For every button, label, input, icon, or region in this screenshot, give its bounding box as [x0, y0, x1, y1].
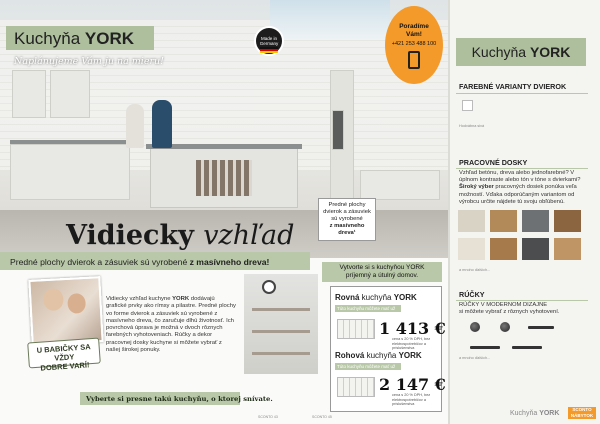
solid-wood-note: Predné plochy dvierok a zásuviek sú vyrobené z masívneho dreva¹	[318, 198, 376, 241]
worktops-heading: PRACOVNÉ DOSKY	[459, 158, 528, 167]
page-number: SCONTO 43	[258, 415, 278, 419]
face	[67, 293, 86, 314]
grandma-family-photo	[28, 276, 103, 346]
page-title: Kuchyňa YORK	[14, 29, 135, 48]
corner-kitchen-plan	[337, 377, 375, 397]
worktop-sample	[522, 210, 549, 232]
clock-icon	[262, 280, 276, 294]
item-note: cena s 20 % DPH, bez elektrospotrebičov a príslušenstva	[392, 337, 431, 350]
wall-cabinet	[12, 70, 46, 118]
heading-rule	[456, 168, 588, 169]
hall-bench	[360, 170, 440, 200]
price-header: Vytvorte si s kuchyňou YORK príjemný a útulný domov.	[322, 262, 442, 282]
item-note: cena s 20 % DPH, bez elektrospotrebičov a príslušenstva	[392, 393, 431, 406]
worktop-sample	[458, 210, 485, 232]
shelf	[252, 352, 310, 355]
oven-column	[332, 110, 344, 150]
worktops-more: a mnoho ďalších...	[459, 268, 491, 272]
german-flag-icon	[260, 47, 278, 53]
heading-rule	[456, 300, 588, 301]
colors-heading: FAREBNÉ VARIANTY DVIEROK	[459, 82, 567, 91]
shelf	[252, 330, 310, 333]
slogan: Naplánujeme Vám ju na mieru!	[14, 56, 164, 67]
swatch-label: Hodvábna sivá	[459, 124, 485, 128]
handles-text: RÚČKY V MODERNOM DIZAJNE si môžete vybrať z rôznych vyhotovení.	[459, 302, 560, 316]
worktop-sample	[490, 210, 517, 232]
shelf	[252, 308, 310, 311]
worktop-sample	[490, 238, 517, 260]
handle-icon	[528, 326, 554, 329]
shelving-photo	[244, 274, 318, 374]
item-sub: Túto kuchyňu môžete mať už od:	[335, 305, 401, 312]
wine-rack	[196, 160, 252, 196]
skylight	[270, 0, 390, 40]
wall-cabinet	[50, 70, 90, 118]
item-name: Rohová kuchyňa YORK	[335, 351, 422, 360]
woman-figure	[126, 104, 144, 148]
smartphone-icon	[408, 51, 420, 69]
heading-rule	[456, 93, 588, 94]
right-title: Kuchyňa YORK	[456, 38, 586, 66]
handle-icon	[512, 346, 542, 349]
worktop-sample	[554, 238, 581, 260]
kitchen-description: Vidiecky vzhľad kuchyne YORK dodávajú grafické prvky ako rímsy a pilastre. Predné plochy vo forme dvierok a zásuviek sú vyrobené z masívneho dreva, čo zaručuje dlhú životnosť. Ich povrchová úprava je možná v dvoch rôznych farebných vyhotoveniach. Rúčky a dekor pracovnej dosky kuchyne si môžete vybrať z našej širokej ponuky.	[106, 296, 236, 354]
knob-icon	[470, 322, 480, 332]
advice-badge	[385, 6, 443, 84]
face	[43, 288, 64, 311]
grandma-stamp: U BABIČKY SA VŽDY DOBRE VARÍ!	[27, 338, 101, 369]
color-swatch	[462, 100, 473, 111]
straight-kitchen-plan	[337, 319, 375, 339]
item-sub: Túto kuchyňu môžete mať už od:	[335, 363, 401, 370]
solid-wood-band-text: Predné plochy dvierok a zásuviek sú vyrobené z masívneho dreva!	[10, 257, 270, 267]
advice-phone: +421 253 488 100	[391, 41, 437, 47]
footer-title: Kuchyňa YORK	[510, 410, 560, 417]
advice-title: Poradíme Vám!	[399, 23, 429, 38]
bottom-slogan: Vyberte si presne takú kuchyňu, o ktorej snívate.	[86, 395, 273, 403]
item-price: 2 147 €	[379, 375, 446, 394]
worktop-sample	[522, 238, 549, 260]
page-number: SCONTO 45	[312, 415, 332, 419]
worktop-sample	[554, 210, 581, 232]
base-cabinet	[10, 144, 130, 200]
handles-more: a mnoho ďalších...	[459, 356, 491, 360]
worktops-text: Vzhľad betónu, dreva alebo jednofarebné? V úplnom kontraste alebo tón v tóne s dvierkami? Široký výber pracovných dosiek ponúka veľa možností. Vďaka odporúčaným variantom od výrobcu určite nájdete tú svoju obľúbenú.	[459, 170, 581, 205]
handle-icon	[470, 346, 500, 349]
kitchen-hero-photo	[0, 0, 448, 258]
sconto-logo: SCONTO NÁBYTOK	[568, 407, 596, 419]
item-price: 1 413 €	[379, 319, 446, 338]
man-figure	[152, 100, 172, 148]
handles-heading: RÚČKY	[459, 290, 485, 299]
knob-icon	[500, 322, 510, 332]
made-in-germany-badge: Made in Germany	[254, 26, 284, 56]
headline: Vidiecky vzhľad	[66, 220, 295, 251]
price-box	[330, 286, 446, 412]
worktop-sample	[458, 238, 485, 260]
item-name: Rovná kuchyňa YORK	[335, 293, 417, 302]
